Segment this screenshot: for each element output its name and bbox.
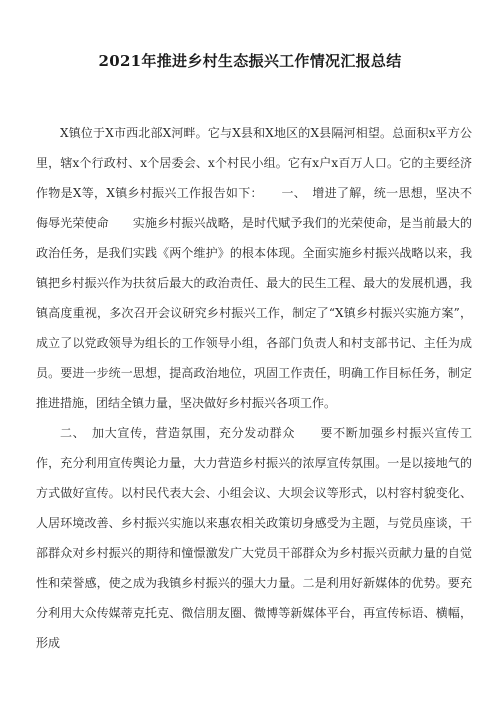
- paragraph-1: X镇位于X市西北部X河畔。它与X县和X地区的X县隔河相望。总面积x平方公里，辖x个行政村、x个居委会、x个村民小组。它有x户x百万人口。它的主要经济作物是X等，X镇乡村振兴工作报告如下： 一、 增进了解，统一思想，坚决不侮辱光荣使命 实施乡村振兴战略，是时代赋予我们的光荣使命，是当前最大的政治任务，是我们实践《两个维护》的根本体现。全面实施乡村振兴战略以来，我镇把乡村振兴作为扶贫后最大的政治责任、最大的民生工程、最大的发展机遇，我镇高度重视，多次召开会议研究乡村振兴工作，制定了“X镇乡村振兴实施方案”，成立了以党政领导为组长的工作领导小组，各部门负责人和村支部书记、主任为成员。要进一步统一思想，提高政治地位，巩固工作责任，明确工作目标任务，制定推进措施，团结全镇力量，坚决做好乡村振兴各项工作。: [36, 126, 472, 410]
- paragraph-2: 二、 加大宣传，营造氛围，充分发动群众 要不断加强乡村振兴宣传工作，充分利用宣传舆论力量，大力营造乡村振兴的浓厚宣传氛围。一是以接地气的方式做好宣传。以村民代表大会、小组会议、大坝会议等形式，以村容村貌变化、人居环境改善、乡村振兴实施以来惠农相关政策切身感受为主题，与党员座谈，干部群众对乡村振兴的期待和憧憬激发广大党员干部群众为乡村振兴贡献力量的自觉性和荣誉感，使之成为我镇乡村振兴的强大力量。二是利用好新媒体的优势。要充分利用大众传媒蒂克托克、微信朋友圈、微博等新媒体平台，再宣传标语、横幅，形成: [36, 426, 472, 650]
- document-title: 2021年推进乡村生态振兴工作情况汇报总结: [98, 52, 402, 70]
- document-body: [36, 118, 472, 658]
